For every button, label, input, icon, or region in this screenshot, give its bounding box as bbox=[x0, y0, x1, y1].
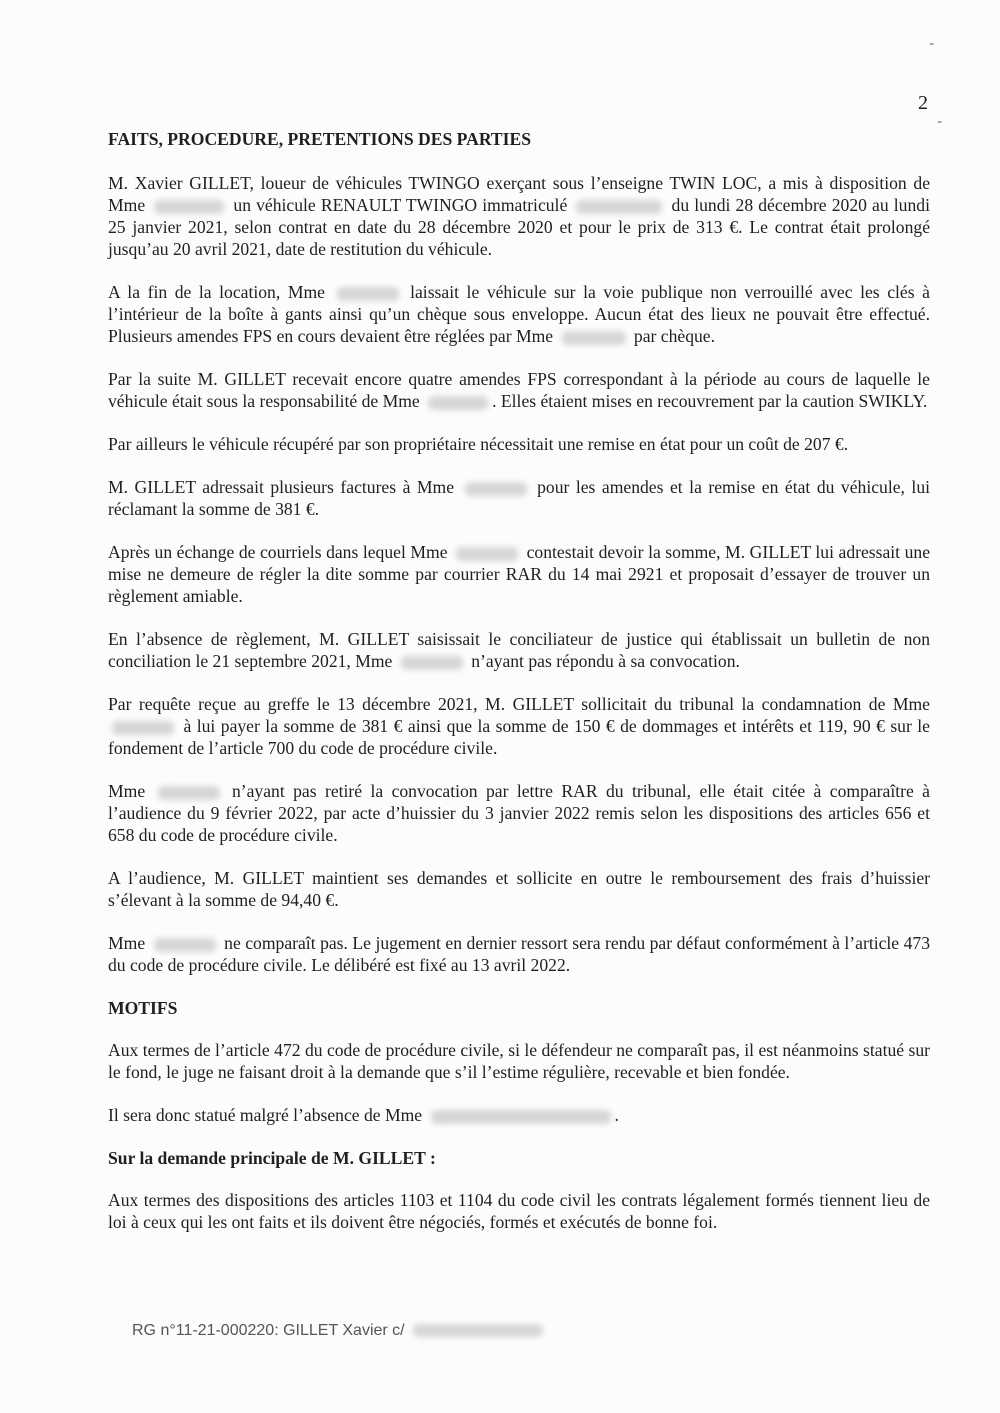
document-body bbox=[108, 128, 930, 1254]
redacted-name bbox=[562, 331, 626, 345]
paragraph-text: M. Xavier GILLET, loueur de véhicules TWINGO exerçant sous l’enseigne TWIN LOC, a mis à disposition de Mme bbox=[108, 173, 930, 215]
paragraph bbox=[108, 172, 930, 260]
paragraph bbox=[108, 693, 930, 759]
paragraph-text: un véhicule RENAULT TWINGO immatriculé bbox=[233, 195, 568, 215]
redacted-name bbox=[413, 1324, 543, 1337]
redacted-name bbox=[428, 396, 488, 410]
margin-mark: - bbox=[937, 114, 942, 129]
paragraph-text: n’ayant pas retiré la convocation par lettre RAR du tribunal, elle était citée à comparaître à l’audience du 9 février 2022, par acte d’huissier du 3 janvier 2022 remis selon les dispositions des articles 656 et 658 du code de procédure civile. bbox=[108, 781, 930, 845]
paragraph-text: . Elles étaient mises en recouvrement par la caution SWIKLY. bbox=[492, 391, 928, 411]
section-heading-faits: FAITS, PROCEDURE, PRETENTIONS DES PARTIES bbox=[108, 129, 532, 149]
redacted-name bbox=[465, 482, 527, 496]
paragraph-text: laissait le véhicule sur la voie publique non verrouillé avec les clés à l’intérieur de la boîte à gants ainsi qu’un chèque sous enveloppe. Aucun état des lieux ne pouvait être effectué. Plusieurs amendes FPS en cours devaient être réglées par Mme bbox=[108, 282, 930, 346]
paragraph-text: M. GILLET adressait plusieurs factures à Mme bbox=[108, 477, 455, 497]
page-number: 2 bbox=[918, 92, 928, 114]
paragraph bbox=[108, 476, 930, 520]
paragraph-text: Après un échange de courriels dans lequel Mme bbox=[108, 542, 448, 562]
paragraph bbox=[108, 932, 930, 976]
paragraph-text: A la fin de la location, Mme bbox=[108, 282, 325, 302]
paragraph bbox=[108, 1104, 930, 1126]
redacted-name bbox=[154, 938, 216, 952]
paragraph bbox=[108, 368, 930, 412]
paragraph-text: . bbox=[614, 1105, 619, 1125]
paragraph-text: contestait devoir la somme, M. GILLET lui adressait une mise ne demeure de régler la dite somme par courrier RAR du 14 mai 2921 et proposait d’essayer de trouver un règlement amiable. bbox=[108, 542, 931, 606]
section-heading-motifs: MOTIFS bbox=[108, 998, 178, 1018]
redacted-name bbox=[112, 721, 174, 735]
paragraph-text: du lundi 28 décembre 2020 au lundi 25 janvier 2021, selon contrat en date du 28 décembre 2020 et pour le prix de 313 €. Le contrat était prolongé jusqu’au 20 avril 2021, date de restitution du véhicule. bbox=[108, 195, 930, 259]
redacted-name bbox=[337, 287, 399, 301]
section-heading-demande: Sur la demande principale de M. GILLET : bbox=[108, 1148, 436, 1168]
paragraph-text: Il sera donc statué malgré l’absence de Mme bbox=[108, 1105, 423, 1125]
paragraph: Par ailleurs le véhicule récupéré par son propriétaire nécessitait une remise en état pour un coût de 207 €. bbox=[108, 434, 849, 454]
paragraph-text: En l’absence de règlement, M. GILLET saisissait le conciliateur de justice qui établissait un bulletin de non conciliation le 21 septembre 2021, Mme bbox=[108, 629, 930, 671]
paragraph bbox=[108, 780, 930, 846]
paragraph: Aux termes de l’article 472 du code de procédure civile, si le défendeur ne comparaît pas, il est néanmoins statué sur le fond, le juge ne faisant droit à la demande que s’il l’estime régulière, recevable et bien fondée. bbox=[108, 1040, 930, 1082]
bleed-through-header-center bbox=[262, 24, 267, 45]
redacted-name bbox=[401, 656, 463, 670]
paragraph-text: Par la suite M. GILLET recevait encore quatre amendes FPS correspondant à la période au cours de laquelle le véhicule était sous la responsabilité de Mme bbox=[108, 369, 930, 411]
paragraph bbox=[108, 628, 930, 672]
redacted-plate bbox=[576, 200, 662, 214]
paragraph-text: Mme bbox=[108, 781, 146, 801]
paragraph bbox=[108, 281, 930, 347]
redacted-name bbox=[158, 786, 220, 800]
footer-reference-text: RG n°11-21-000220: GILLET Xavier c/ bbox=[132, 1322, 405, 1339]
bleed-through-header-left bbox=[742, 22, 747, 43]
paragraph-text: par chèque. bbox=[633, 326, 716, 346]
margin-mark: - bbox=[929, 36, 934, 51]
paragraph-text: Par requête reçue au greffe le 13 décembre 2021, M. GILLET sollicitait du tribunal la condamnation de Mme bbox=[108, 694, 930, 714]
redacted-name bbox=[154, 200, 224, 214]
paragraph-text: n’ayant pas répondu à sa convocation. bbox=[471, 651, 740, 671]
paragraph bbox=[108, 541, 930, 607]
redacted-name bbox=[431, 1110, 611, 1124]
footer-reference bbox=[132, 1322, 547, 1340]
paragraph-text: ne comparaît pas. Le jugement en dernier ressort sera rendu par défaut conformément à l’article 473 du code de procédure civile. Le délibéré est fixé au 13 avril 2022. bbox=[108, 933, 930, 975]
paragraph: Aux termes des dispositions des articles 1103 et 1104 du code civil les contrats légalement formés tiennent lieu de loi à ceux qui les ont faits et ils doivent être négociés, formés et exécutés de bonne foi. bbox=[108, 1190, 930, 1232]
paragraph: A l’audience, M. GILLET maintient ses demandes et sollicite en outre le remboursement des frais d’huissier s’élevant à la somme de 94,40 €. bbox=[108, 868, 930, 910]
redacted-name bbox=[456, 547, 518, 561]
paragraph-text: Mme bbox=[108, 933, 146, 953]
paragraph-text: à lui payer la somme de 381 € ainsi que la somme de 150 € de dommages et intérêts et 119, 90 € sur le fondement de l’article 700 du code de procédure civile. bbox=[108, 716, 930, 758]
paragraph-text: pour les amendes et la remise en état du véhicule, lui réclamant la somme de 381 €. bbox=[108, 477, 931, 519]
